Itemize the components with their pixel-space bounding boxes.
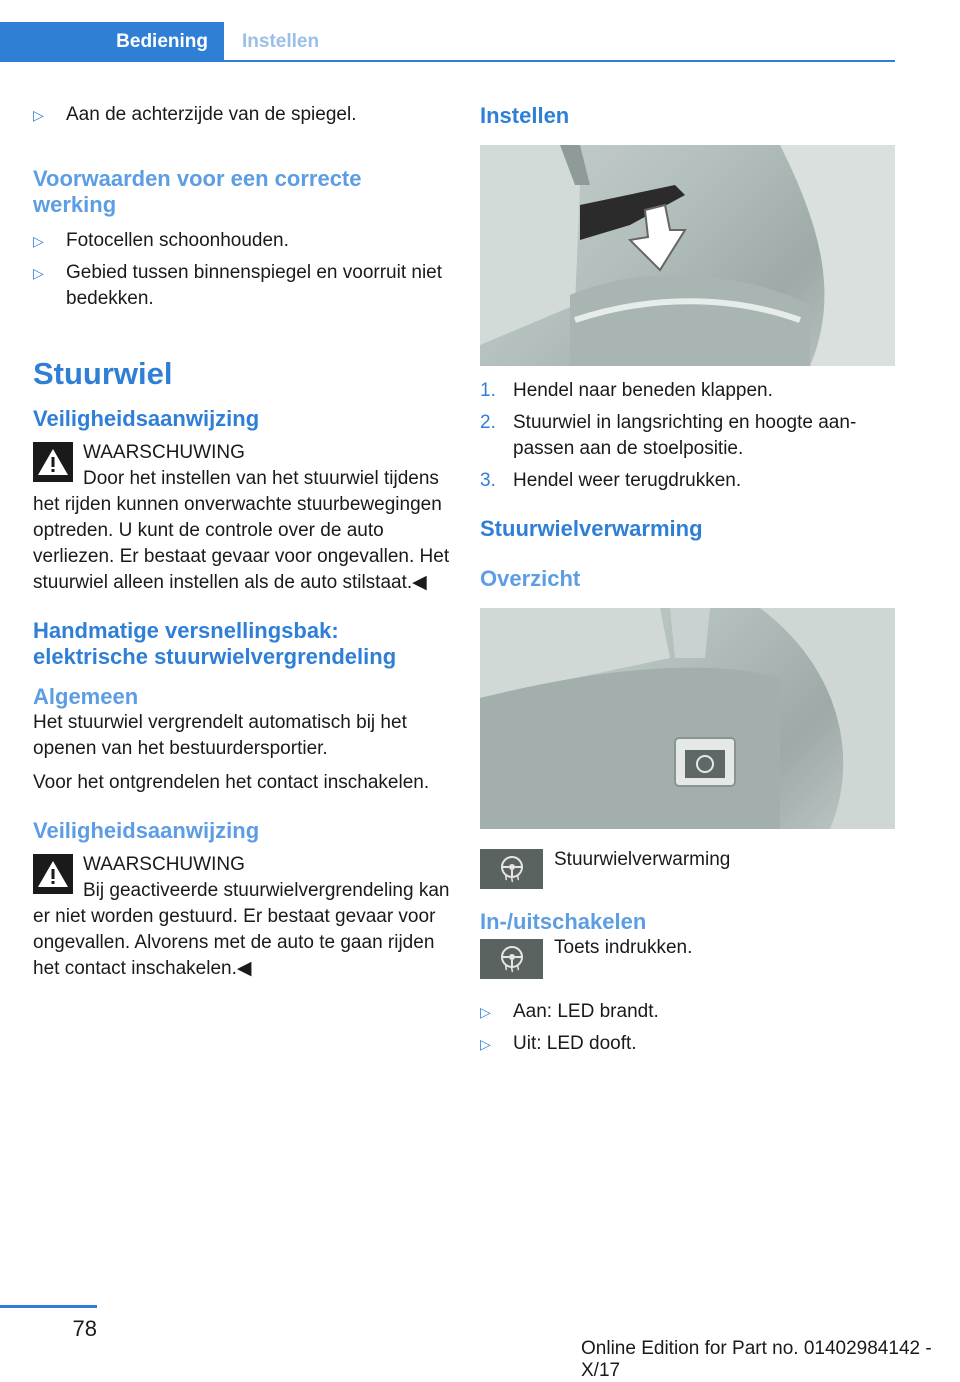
button-legend: [480, 849, 895, 909]
steering-wheel-heating-icon: [480, 939, 543, 979]
press-text: Toets indrukken.: [554, 937, 693, 958]
safety2-heading: Veiligheidsaanwijzing: [33, 818, 260, 843]
triangle-bullet-icon: ▷: [480, 1004, 491, 1020]
page-number: 78: [72, 1316, 97, 1341]
warning-text: Door het instellen van het stuurwiel tijdens het rijden kunnen onverwachte stuurbewegingen optreden. U kunt de controle over de auto verliezen. Er bestaat gevaar voor ongevallen. Het stuurwiel alleen instellen als de auto stilstaat.◀: [33, 468, 450, 593]
overview-heading: Overzicht: [480, 566, 581, 591]
tab-instellen[interactable]: Instellen: [242, 31, 320, 52]
list-item-text: Uit: LED dooft.: [513, 1033, 637, 1054]
list-item: [33, 228, 451, 254]
adjust-heading: Instellen: [480, 103, 570, 128]
footer-divider: [0, 1305, 97, 1308]
left-column: [33, 100, 451, 982]
step-number: 2.: [480, 412, 496, 433]
triangle-bullet-icon: ▷: [33, 265, 44, 281]
list-item-text: Hendel weer terugdrukken.: [513, 470, 742, 491]
heating-heading: Stuurwielverwarming: [480, 516, 703, 541]
steering-heating-button-image: [480, 608, 895, 829]
list-item: [480, 378, 895, 404]
page-header: [0, 22, 895, 62]
conditions-heading: Voorwaarden voor een correcte werking: [33, 166, 362, 217]
onoff-heading: In-/uitschakelen: [480, 909, 647, 934]
general-paragraph: Voor het ontgrendelen het contact inschakelen.: [33, 772, 430, 793]
warning-title: WAARSCHUWING: [83, 854, 245, 875]
list-item-text: Fotocellen schoonhouden.: [66, 230, 289, 251]
warning-triangle-icon: [33, 854, 73, 894]
warning-triangle-icon: [33, 442, 73, 482]
steering-column-lever-image: [480, 145, 895, 366]
general-paragraph: Het stuurwiel vergrendelt automatisch bij het openen van het bestuurdersportier.: [33, 712, 407, 759]
list-item: [480, 468, 895, 494]
list-item: [33, 102, 451, 128]
triangle-bullet-icon: ▷: [480, 1036, 491, 1052]
list-item: [480, 410, 895, 462]
button-caption: Stuurwielverwarming: [554, 849, 731, 870]
triangle-bullet-icon: ▷: [33, 233, 44, 249]
list-item-text: Aan: LED brandt.: [513, 1001, 659, 1022]
lock-heading: Handmatige versnellingsbak: elektrische stuurwielvergrendeling: [33, 618, 397, 669]
list-item-text: Aan de achterzijde van de spiegel.: [66, 104, 357, 125]
list-item-text: Hendel naar beneden klappen.: [513, 380, 773, 401]
warning-text: Bij geactiveerde stuurwielvergrendeling kan er niet worden gestuurd. Er bestaat gevaar voor ongevallen. Alvorens met de auto te gaan rijden het contact inschakelen.◀: [33, 880, 450, 979]
warning-block: [33, 852, 451, 982]
triangle-bullet-icon: ▷: [33, 107, 44, 123]
general-heading: Algemeen: [33, 684, 139, 709]
step-number: 1.: [480, 380, 496, 401]
safety-heading: Veiligheidsaanwijzing: [33, 406, 260, 431]
list-item: [480, 999, 895, 1025]
tab-bediening[interactable]: Bediening: [0, 22, 224, 62]
chapter-title: Stuurwiel: [33, 356, 173, 391]
header-divider: [0, 60, 895, 62]
list-item: [33, 260, 451, 312]
step-number: 3.: [480, 470, 496, 491]
list-item: [480, 1031, 895, 1057]
warning-block: [33, 440, 451, 596]
steering-wheel-heating-icon: [480, 849, 543, 889]
list-item-text: Gebied tussen binnenspiegel en voorruit niet bedekken.: [66, 262, 443, 309]
right-column: [480, 100, 895, 1057]
edition-note: Online Edition for Part no. 01402984142 - X/17: [581, 1338, 932, 1381]
button-legend: [480, 939, 895, 999]
list-item-text: Stuurwiel in langsrichting en hoogte aanpassen aan de stoelpositie.: [513, 412, 857, 459]
warning-title: WAARSCHUWING: [83, 442, 245, 463]
